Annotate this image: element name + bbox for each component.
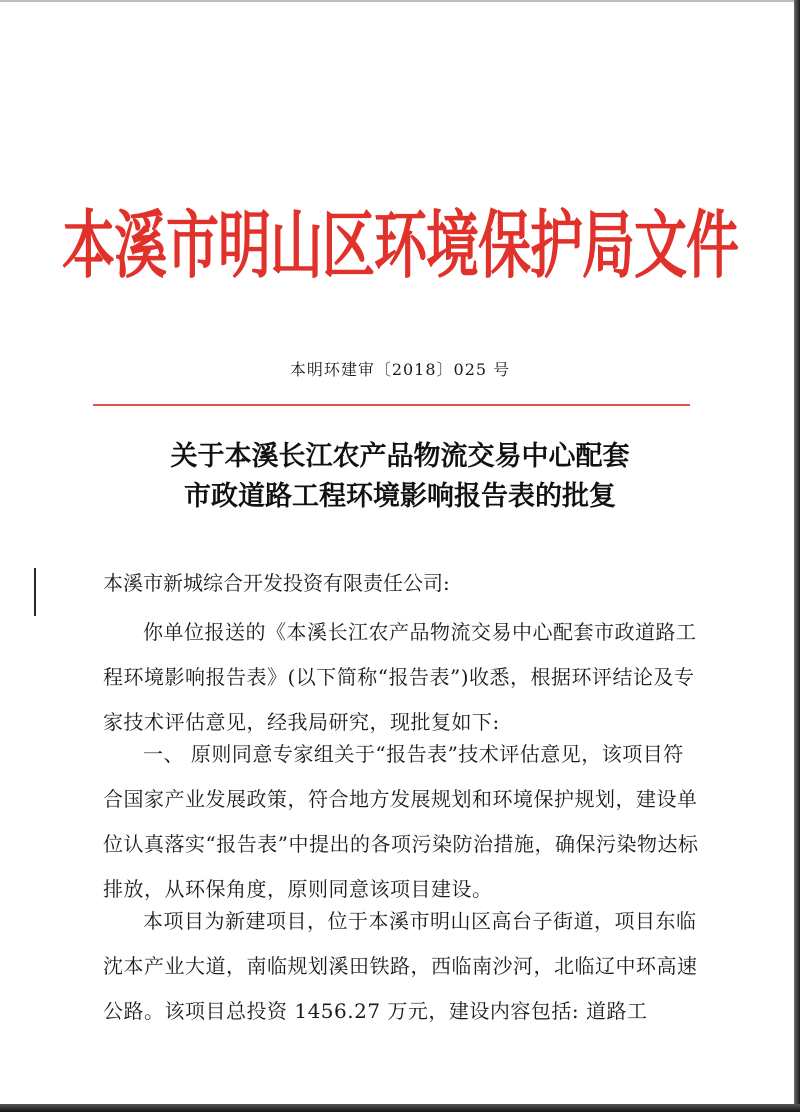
issuer-header: 本溪市明山区环境保护局文件 [62, 204, 738, 289]
scan-edge-top [0, 0, 800, 2]
scan-edge-right [794, 0, 800, 1112]
body-paragraph: 一、 原则同意专家组关于“报告表”技术评估意见，该项目符合国家产业发展政策，符合地方发展规划和环境保护规划，建设单位认真落实“报告表”中提出的各项污染防治措施，确保污染物达标排放，从环保角度，原则同意该项目建设。 [103, 742, 699, 901]
binding-mark [34, 568, 36, 616]
document-title [0, 437, 800, 517]
addressee: 本溪市新城综合开发投资有限责任公司: [103, 571, 450, 595]
red-divider-line [93, 404, 690, 406]
body-paragraph: 你单位报送的《本溪长江农产品物流交易中心配套市政道路工程环境影响报告表》(以下简称“报告表”)收悉，根据环评结论及专家技术评估意见，经我局研究，现批复如下: [103, 620, 697, 734]
scan-edge-bottom [0, 1104, 800, 1112]
body-paragraph: 本项目为新建项目，位于本溪市明山区高台子街道，项目东临沈本产业大道，南临规划溪田铁路，西临南沙河，北临辽中环高速公路。该项目总投资 1456.27 万元，建设内容包括: 道路工 [103, 909, 698, 1023]
document-number: 本明环建审〔2018〕025 号 [289, 360, 511, 379]
title-line-2: 市政道路工程环境影响报告表的批复 [184, 481, 616, 512]
title-line-1: 关于本溪长江农产品物流交易中心配套 [170, 441, 630, 472]
